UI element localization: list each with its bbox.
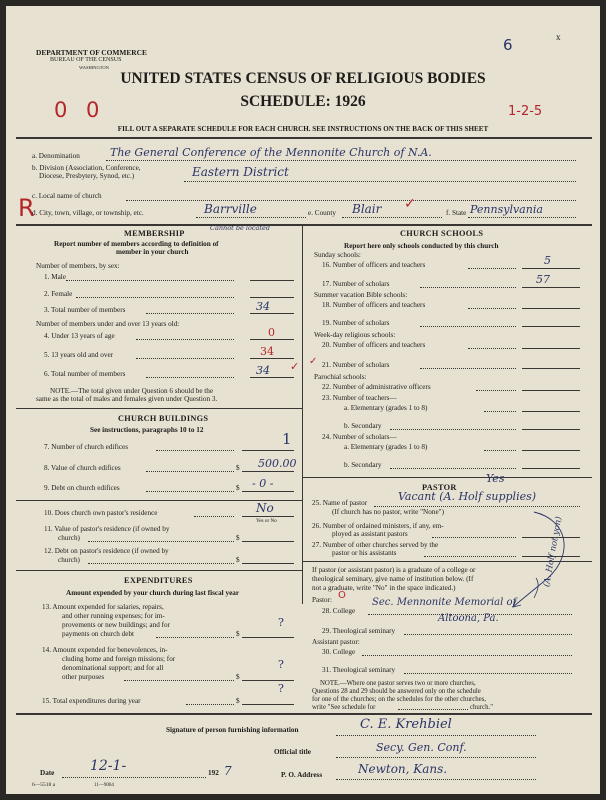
date-label: Date <box>40 769 55 777</box>
official-title-value: Secy. Gen. Conf. <box>376 741 467 754</box>
q26-label-2: ployed as assistant pastors <box>332 530 408 538</box>
q20-dots <box>468 348 516 349</box>
rule-expenditures <box>16 570 302 571</box>
q22-label: 22. Number of administrative officers <box>322 383 431 391</box>
q17-dots <box>420 287 516 288</box>
q5-value: 34 <box>260 345 274 358</box>
q4-label: 4. Under 13 years of age <box>44 332 115 340</box>
q18-label: 18. Number of officers and teachers <box>322 301 426 309</box>
q8-label: 8. Value of church edifices <box>44 464 121 472</box>
q13-label-3: provements or new buildings; and for <box>62 621 170 629</box>
q6-dots <box>146 377 234 378</box>
red-check-q21: ✓ <box>309 356 318 367</box>
city-field-label: d. City, town, village, or township, etc. <box>32 209 144 217</box>
form-title: UNITED STATES CENSUS OF RELIGIOUS BODIES <box>120 70 486 87</box>
q9-label: 9. Debt on church edifices <box>44 484 120 492</box>
q8-answer-line <box>242 471 294 472</box>
city-value: Barrville <box>204 202 257 216</box>
pastor-note-blank <box>398 709 468 710</box>
q24a-dots <box>484 450 516 451</box>
membership-note-2: same as the total of males and females given under Question 3. <box>36 395 218 403</box>
q5-label: 5. 13 years old and over <box>44 351 114 359</box>
page-number: 6 <box>503 36 513 54</box>
red-code-left: 0 0 <box>54 98 106 122</box>
pastor-annotation-marks <box>476 494 586 634</box>
city-line <box>196 217 306 218</box>
q24-label: 24. Number of scholars— <box>322 433 397 441</box>
graduate-para-1: If pastor (or assistant pastor) is a graduate of a college or <box>312 566 476 574</box>
q16-value: 5 <box>544 254 551 267</box>
pastor-yes-mark: Yes <box>486 472 505 485</box>
q8-dollar: $ <box>236 464 240 472</box>
official-title-line <box>336 757 536 758</box>
q23b-answer-line <box>522 429 580 430</box>
q21-answer-line <box>522 368 580 369</box>
q13-dollar: $ <box>236 630 240 638</box>
q14-mark: ? <box>278 658 284 671</box>
q17-label: 17. Number of scholars <box>322 280 390 288</box>
signature-line <box>336 735 536 736</box>
q31-line <box>404 673 572 674</box>
department-label: DEPARTMENT OF COMMERCE <box>36 48 147 57</box>
q11-dollar: $ <box>236 534 240 542</box>
membership-note-1: NOTE.—The total given under Question 6 should be the <box>50 387 214 395</box>
po-address-label: P. O. Address <box>281 771 323 779</box>
red-o-mark: O <box>338 590 346 601</box>
corner-mark: x <box>556 32 561 42</box>
parochial-label: Parochial schools: <box>314 373 367 381</box>
q6-answer-line <box>250 377 294 378</box>
q1-answer-line <box>250 280 294 281</box>
year-prefix: 192 <box>208 769 219 777</box>
q21-label: 21. Number of scholars <box>322 361 390 369</box>
rule-buildings <box>16 408 302 409</box>
q25-sub: (If church has no pastor, write "None") <box>332 508 444 516</box>
q7-label: 7. Number of church edifices <box>44 443 129 451</box>
q9-dots <box>146 491 234 492</box>
q12-dots <box>88 563 234 564</box>
q3-answer-line <box>250 313 294 314</box>
q10-value: No <box>256 501 274 515</box>
census-schedule-page <box>6 6 600 794</box>
expenditures-sub: Amount expended by your church during last fiscal year <box>66 589 240 597</box>
q13-answer-line <box>242 637 294 638</box>
pastor-note-4: write "See schedule for <box>312 704 376 711</box>
form-code-1: 6—5518 a <box>32 782 56 788</box>
q11-dots <box>88 541 234 542</box>
q28-value: Sec. Mennonite Memorial of <box>372 597 517 608</box>
q11-answer-line <box>242 541 294 542</box>
q11-label-2: church) <box>58 534 80 542</box>
signature-label: Signature of person furnishing information <box>166 726 299 734</box>
red-check-county: ✓ <box>404 196 416 212</box>
q12-label-1: 12. Debt on pastor's residence (if owned by <box>44 547 169 555</box>
q13-dots <box>156 637 234 638</box>
q1-label: 1. Male <box>44 273 66 281</box>
q19-answer-line <box>522 326 580 327</box>
q14-answer-line <box>242 680 294 681</box>
q28-label: 28. College <box>322 607 356 615</box>
q18-answer-line <box>522 308 580 309</box>
year-suffix: 7 <box>224 764 232 778</box>
q9-answer-line <box>242 491 294 492</box>
buildings-heading: CHURCH BUILDINGS <box>118 414 209 423</box>
q21-dots <box>420 368 516 369</box>
q3-label: 3. Total number of members <box>44 306 126 314</box>
column-divider <box>302 224 303 604</box>
q25-label: 25. Name of pastor <box>312 499 368 507</box>
membership-hand-note: Cannot be located <box>210 224 271 232</box>
graduate-para-2: theological seminary, give name of institution below. (If <box>312 575 474 583</box>
rule-pastor <box>302 477 592 478</box>
assistant-label: Assistant pastor: <box>312 638 360 646</box>
q23-label: 23. Number of teachers— <box>322 394 397 402</box>
q13-mark: ? <box>278 616 284 629</box>
q14-label-3: denominational support; and for all <box>62 664 164 672</box>
membership-heading: MEMBERSHIP <box>124 229 185 238</box>
q9-value: - 0 - <box>252 477 274 490</box>
schools-sub: Report here only schools conducted by this church <box>344 242 499 250</box>
q23b-label: b. Secondary <box>344 422 382 430</box>
q25-value: Vacant (A. Holf supplies) <box>398 490 537 503</box>
denomination-label: a. Denomination <box>32 152 80 160</box>
q10-label: 10. Does church own pastor's residence <box>44 509 158 517</box>
q14-dots <box>124 680 234 681</box>
rule-sections <box>16 224 592 226</box>
under-over-label: Number of members under and over 13 years old: <box>36 320 180 328</box>
pastor-heading: PASTOR <box>422 483 457 492</box>
q7-dots <box>156 450 234 451</box>
q13-label-1: 13. Amount expended for salaries, repairs, <box>42 603 164 611</box>
division-label-2: Diocese, Presbytery, Synod, etc.) <box>39 172 135 180</box>
q3-dots <box>146 313 234 314</box>
q13-label-2: and other running expenses; for im- <box>62 612 165 620</box>
local-name-label: c. Local name of church <box>32 192 102 200</box>
membership-sub-1: Report number of members according to definition of <box>54 240 219 248</box>
summer-label: Summer vacation Bible schools: <box>314 291 408 299</box>
yes-no-hint: Yes or No <box>256 518 277 524</box>
q18-dots <box>468 308 516 309</box>
q24a-label: a. Elementary (grades 1 to 8) <box>344 443 428 451</box>
side-hand-note: (A. Holf not yon) <box>542 515 565 588</box>
county-label: e. County <box>308 209 336 217</box>
q16-answer-line <box>522 268 580 269</box>
po-address-line <box>336 779 536 780</box>
state-value: Pennsylvania <box>470 203 543 216</box>
q15-mark: ? <box>278 682 284 695</box>
state-line <box>468 217 576 218</box>
q6-label: 6. Total number of members <box>44 370 126 378</box>
q15-dots <box>186 704 234 705</box>
q14-label-2: cluding home and foreign missions; for <box>62 655 176 663</box>
q3-value: 34 <box>256 300 270 313</box>
form-code-2: 11—9064 <box>94 783 114 788</box>
po-address-value: Newton, Kans. <box>358 762 448 776</box>
q15-answer-line <box>242 704 294 705</box>
q23b-dots <box>390 429 516 430</box>
county-value: Blair <box>352 202 382 216</box>
q22-dots <box>476 390 516 391</box>
division-label-1: b. Division (Association, Conference, <box>32 164 141 172</box>
pastor-note-5: church." <box>470 704 493 711</box>
q2-dots <box>76 297 234 298</box>
weekday-label: Week-day religious schools: <box>314 331 396 339</box>
q17-answer-line <box>522 287 580 288</box>
q14-label-4: other purposes <box>62 673 105 681</box>
q23a-answer-line <box>522 411 580 412</box>
rule-footer <box>16 713 592 715</box>
schedule-title: SCHEDULE: 1926 <box>240 93 366 110</box>
q14-label-1: 14. Amount expended for benevolences, in- <box>42 646 168 654</box>
q29-label: 29. Theological seminary <box>322 627 396 635</box>
q5-dots <box>136 358 234 359</box>
date-line <box>62 777 206 778</box>
q20-label: 20. Number of officers and teachers <box>322 341 426 349</box>
red-r-mark: R <box>18 194 35 222</box>
pastor-note-3: for one of the churches; on the schedules for the other churches, <box>312 696 487 703</box>
q12-label-2: church) <box>58 556 80 564</box>
membership-sub-2: member in your church <box>116 248 189 256</box>
q9-dollar: $ <box>236 484 240 492</box>
q7-answer-line <box>242 450 294 451</box>
q23a-label: a. Elementary (grades 1 to 8) <box>344 404 428 412</box>
q30-line <box>362 655 572 656</box>
q17-value: 57 <box>536 273 550 286</box>
city-label: WASHINGTON <box>79 65 109 70</box>
county-line <box>342 217 442 218</box>
q11-label-1: 11. Value of pastor's residence (if owned by <box>44 525 170 533</box>
pastor-note-2: Questions 28 and 29 should be answered only on the schedule <box>312 688 481 695</box>
red-check-q6: ✓ <box>290 360 300 373</box>
q26-label-1: 26. Number of ordained ministers, if any, em- <box>312 522 444 530</box>
buildings-sub: See instructions, paragraphs 10 to 12 <box>90 426 204 434</box>
schools-heading: CHURCH SCHOOLS <box>400 229 484 238</box>
q7-value: 1 <box>282 430 292 448</box>
instruction-line: FILL OUT A SEPARATE SCHEDULE FOR EACH CHURCH. SEE INSTRUCTIONS ON THE BACK OF THIS SHEET <box>117 125 489 133</box>
red-code-right: 1-2-5 <box>508 104 543 119</box>
q24a-answer-line <box>522 450 580 451</box>
q29-line <box>404 634 572 635</box>
q4-answer-line <box>250 339 294 340</box>
signature-value: C. E. Krehbiel <box>360 717 452 732</box>
q16-dots <box>468 268 516 269</box>
q14-dollar: $ <box>236 673 240 681</box>
q4-dots <box>136 339 234 340</box>
rule-top <box>16 137 592 139</box>
q24b-label: b. Secondary <box>344 461 382 469</box>
q15-label: 15. Total expenditures during year <box>42 697 141 705</box>
q12-dollar: $ <box>236 556 240 564</box>
division-line <box>184 181 576 182</box>
q31-label: 31. Theological seminary <box>322 666 396 674</box>
graduate-para-3: not a graduate, write "No" in the space indicated.) <box>312 584 456 592</box>
q30-label: 30. College <box>322 648 356 656</box>
q13-label-4: payments on church debt <box>62 630 135 638</box>
denomination-value: The General Conference of the Mennonite Church of N.A. <box>110 146 432 159</box>
q10-dots <box>194 516 234 517</box>
q28-value-2: Altoona, Pa. <box>438 613 499 624</box>
q16-label: 16. Number of officers and teachers <box>322 261 426 269</box>
q1-dots <box>66 280 234 281</box>
q10-answer-line <box>242 516 294 517</box>
expenditures-heading: EXPENDITURES <box>124 576 193 585</box>
q20-answer-line <box>522 348 580 349</box>
q2-answer-line <box>250 297 294 298</box>
q2-label: 2. Female <box>44 290 73 298</box>
bureau-label: BUREAU OF THE CENSUS <box>50 57 122 63</box>
date-value: 12-1- <box>90 758 127 774</box>
q8-dots <box>146 471 234 472</box>
q19-label: 19. Number of scholars <box>322 319 390 327</box>
pastor-sub-label: Pastor: <box>312 596 332 604</box>
q5-answer-line <box>250 358 294 359</box>
q27-label-1: 27. Number of other churches served by the <box>312 541 439 549</box>
q4-value: 0 <box>268 326 275 339</box>
denomination-line <box>106 160 576 161</box>
official-title-label: Official title <box>274 748 311 756</box>
q6-value: 34 <box>256 364 270 377</box>
division-value: Eastern District <box>192 165 289 179</box>
q19-dots <box>420 326 516 327</box>
q23a-dots <box>484 411 516 412</box>
q15-dollar: $ <box>236 697 240 705</box>
pastor-note-1: NOTE.—Where one pastor serves two or more churches, <box>320 680 476 687</box>
members-by-sex-label: Number of members, by sex: <box>36 262 120 270</box>
state-label: f. State <box>446 209 467 217</box>
q24b-dots <box>390 468 516 469</box>
q22-answer-line <box>522 390 580 391</box>
local-name-line <box>126 200 576 201</box>
q12-answer-line <box>242 563 294 564</box>
q24b-answer-line <box>522 468 580 469</box>
q8-value: 500.00 <box>258 457 297 470</box>
sunday-label: Sunday schools: <box>314 251 361 259</box>
q27-label-2: pastor or his assistants <box>332 549 397 557</box>
